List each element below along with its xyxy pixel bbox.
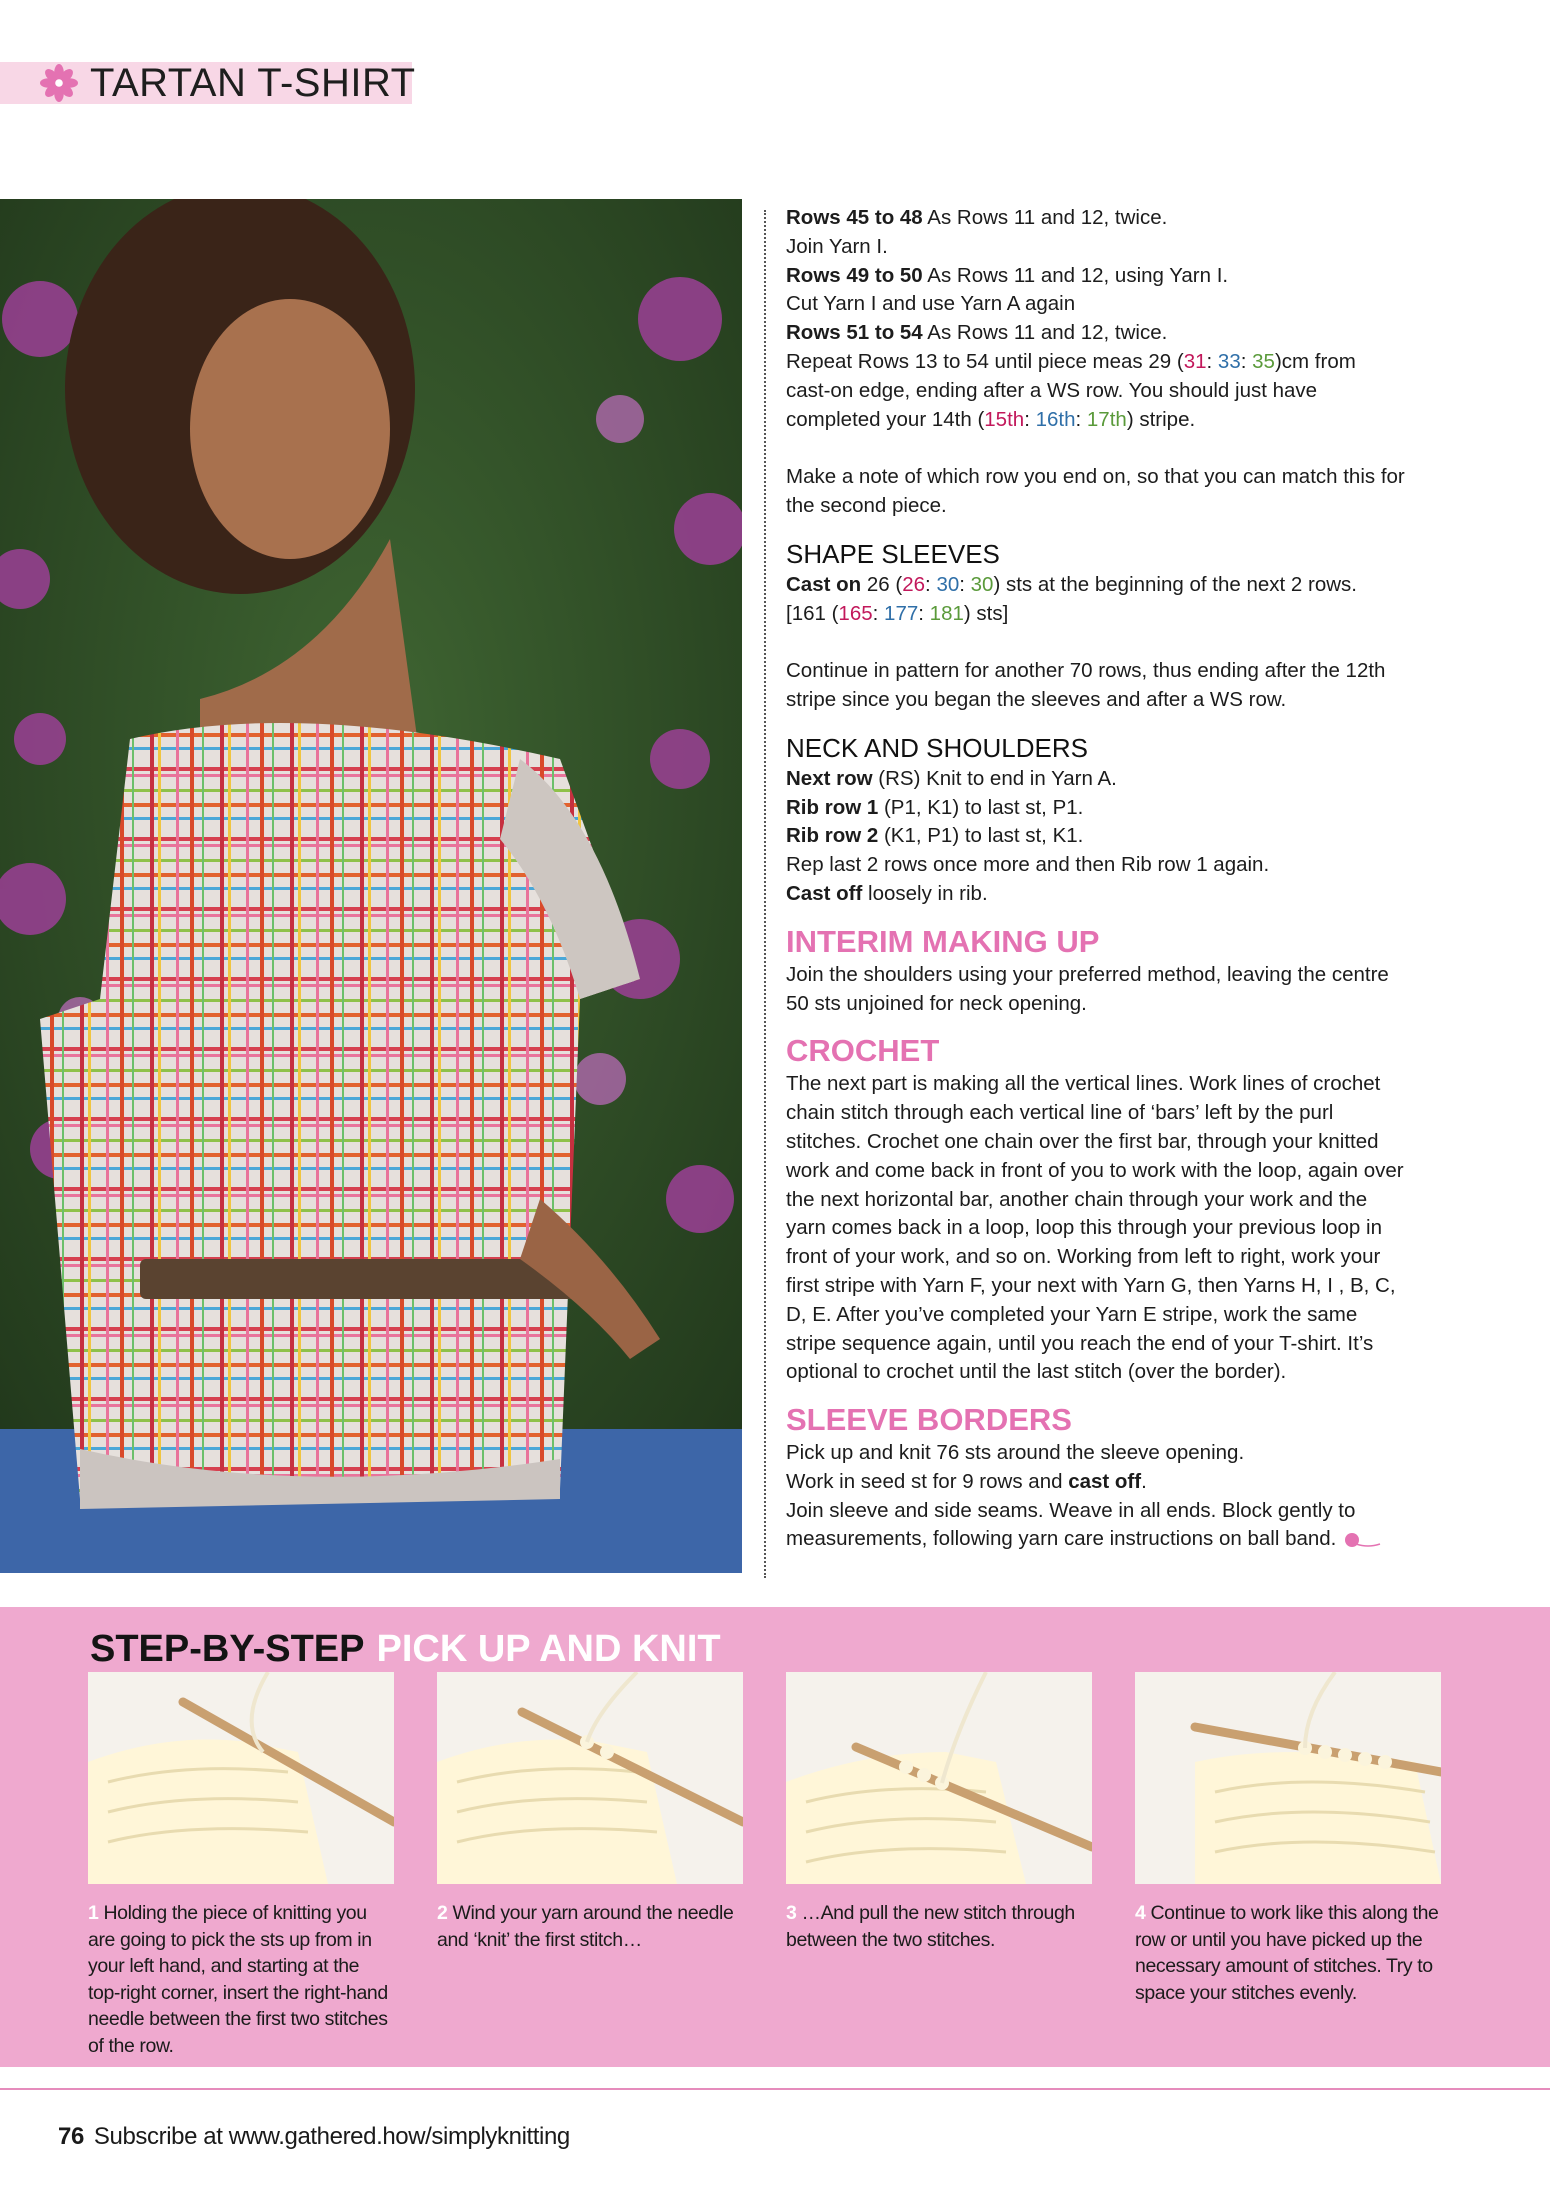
- step-title-black: STEP-BY-STEP: [90, 1628, 365, 1670]
- step-1-photo: [88, 1672, 394, 1884]
- instruction-line: yarn comes back in a loop, loop this through your previous loop in: [786, 1216, 1382, 1240]
- instruction-line: [786, 880, 1486, 909]
- row-text: measurements, following yarn care instructions on ball band.: [786, 1527, 1337, 1551]
- instruction-line: [786, 204, 1486, 233]
- yarn-ball-end-icon: [1342, 1532, 1382, 1548]
- step-description: Continue to work like this along the row or until you have picked up the necessary amount of stitches. Try to space your stitches evenly.: [1135, 1902, 1439, 2004]
- instruction-line: [786, 262, 1486, 291]
- instruction-line: chain stitch through each vertical line of ‘bars’ left by the purl: [786, 1101, 1334, 1125]
- step-1: [88, 1672, 394, 2059]
- row-text: As Rows 11 and 12, using Yarn I.: [922, 263, 1229, 287]
- row-label: cast off: [1068, 1469, 1142, 1493]
- step-description: Wind your yarn around the needle and ‘knit’ the first stitch…: [437, 1902, 734, 1951]
- row-text: ) stripe.: [1126, 407, 1196, 431]
- step-number: 2: [437, 1902, 448, 1924]
- pattern-instructions: [786, 204, 1486, 1554]
- instruction-line: optional to crochet until the last stitch (over the border).: [786, 1360, 1287, 1384]
- instruction-line: [786, 377, 1486, 406]
- row-label: Rows 51 to 54: [786, 321, 923, 345]
- row-text: (P1, K1) to last st, P1.: [878, 795, 1084, 819]
- row-text: 26 (: [861, 572, 903, 596]
- step-description: Holding the piece of knitting you are going to pick the sts up from in your left hand, and starting at the top-right corner, insert the right-hand needle between the first two stitches of the row.: [88, 1902, 388, 2057]
- row-label: Rows 49 to 50: [786, 263, 923, 287]
- instruction-line: Cast on 26 (26: 30: 30) sts at the beginning of the next 2 rows.: [786, 572, 1357, 596]
- row-label: Rows 45 to 48: [786, 206, 923, 229]
- instruction-line: [786, 1525, 1486, 1554]
- step-title-white: PICK UP AND KNIT: [376, 1628, 721, 1670]
- instruction-line: [786, 794, 1486, 823]
- step-by-step-title: [90, 1627, 721, 1671]
- subscribe-link[interactable]: Subscribe at www.gathered.how/simplyknitting: [93, 2123, 570, 2150]
- step-2-photo: [437, 1672, 743, 1884]
- step-number: 3: [786, 1902, 797, 1924]
- section-heading-shape-sleeves: SHAPE SLEEVES: [786, 538, 1000, 569]
- instruction-line: [161 (165: 177: 181) sts]: [786, 601, 1009, 625]
- step-3-photo: [786, 1672, 1092, 1884]
- model-photo-illustration: [0, 199, 742, 1573]
- step-3: [786, 1672, 1092, 1953]
- instruction-line: The next part is making all the vertical lines. Work lines of crochet: [786, 1072, 1381, 1096]
- instruction-line: Make a note of which row you end on, so that you can match this for: [786, 465, 1405, 489]
- row-text: As Rows 11 and 12, twice.: [922, 321, 1168, 345]
- instruction-line: completed your 14th (15th: 16th: 17th) stripe.: [786, 407, 1196, 431]
- row-label: Cast on: [786, 572, 862, 596]
- row-text: completed your 14th (: [786, 407, 985, 431]
- instruction-line: the next horizontal bar, another chain through your work and the: [786, 1187, 1368, 1211]
- section-heading-interim-making-up: INTERIM MAKING UP: [786, 923, 1100, 959]
- step-2: [437, 1672, 743, 1953]
- step-4-photo: [1135, 1672, 1441, 1884]
- row-text: Join Yarn I.: [786, 234, 888, 258]
- instruction-line: stripe sequence again, until you reach the end of your T-shirt. It’s: [786, 1331, 1374, 1355]
- instruction-line: Rep last 2 rows once more and then Rib row 1 again.: [786, 853, 1270, 877]
- instruction-line: [786, 822, 1486, 851]
- instruction-line: D, E. After you’ve completed your Yarn E stripe, work the same: [786, 1302, 1358, 1326]
- instruction-line: stripe since you began the sleeves and after a WS row.: [786, 687, 1287, 711]
- section-heading-crochet: CROCHET: [786, 1033, 940, 1069]
- instruction-line: stitches. Crochet one chain over the first bar, through your knitted: [786, 1129, 1379, 1153]
- row-text: Cut Yarn I and use Yarn A again: [786, 292, 1076, 316]
- row-text: )cm from: [1274, 349, 1356, 373]
- instruction-line: first stripe with Yarn F, your next with Yarn G, then Yarns H, I , B, C,: [786, 1273, 1396, 1297]
- size-value: 33: [1217, 349, 1241, 373]
- instruction-line: Join sleeve and side seams. Weave in all ends. Block gently to: [786, 1498, 1356, 1522]
- instruction-line: Join the shoulders using your preferred method, leaving the centre: [786, 962, 1389, 986]
- row-text: (K1, P1) to last st, K1.: [878, 824, 1084, 848]
- row-text: (RS) Knit to end in Yarn A.: [872, 766, 1117, 790]
- size-value: 16th: [1035, 407, 1076, 431]
- row-text: [161 (: [786, 601, 839, 625]
- instruction-line: [786, 1468, 1486, 1497]
- size-value: 165: [838, 601, 873, 625]
- step-number: 4: [1135, 1902, 1146, 1924]
- size-value: 17th: [1086, 407, 1127, 431]
- instruction-line: 50 sts unjoined for neck opening.: [786, 991, 1087, 1015]
- size-value: 30: [936, 572, 960, 596]
- step-by-step-panel: [0, 1607, 1550, 2067]
- row-text: ) sts at the beginning of the next 2 rows.: [993, 572, 1357, 596]
- step-number: 1: [88, 1902, 99, 1924]
- instruction-line: [786, 765, 1486, 794]
- row-label: Rib row 1: [786, 795, 879, 819]
- row-text: loosely in rib.: [862, 881, 988, 905]
- size-value: 177: [884, 601, 919, 625]
- row-text: Repeat Rows 13 to 54 until piece meas 29 (: [786, 349, 1184, 373]
- size-value: 26: [902, 572, 926, 596]
- page-number: 76: [58, 2123, 84, 2150]
- footer-rule: [0, 2088, 1550, 2090]
- step-2-text: [437, 1900, 743, 1953]
- page-footer: [58, 2122, 570, 2152]
- instruction-line: [786, 233, 1486, 262]
- instruction-line: [786, 319, 1486, 348]
- size-value: 15th: [984, 407, 1025, 431]
- row-label: Cast off: [786, 881, 863, 905]
- section-heading-neck-and-shoulders: NECK AND SHOULDERS: [786, 732, 1088, 763]
- instruction-line: Repeat Rows 13 to 54 until piece meas 29 (31: 33: 35)cm from: [786, 349, 1356, 373]
- row-text: ) sts]: [963, 601, 1009, 625]
- size-value: 30: [970, 572, 994, 596]
- step-1-text: [88, 1900, 394, 2059]
- row-text: cast-on edge, ending after a WS row. You should just have: [786, 378, 1318, 402]
- step-description: …And pull the new stitch through between the two stitches.: [786, 1902, 1075, 1951]
- row-label: Rib row 2: [786, 824, 879, 848]
- instruction-line: Continue in pattern for another 70 rows, thus ending after the 12th: [786, 659, 1386, 683]
- row-label: Next row: [786, 766, 873, 790]
- instruction-line: work and come back in front of you to work with the loop, again over: [786, 1158, 1404, 1182]
- step-4: [1135, 1672, 1441, 2006]
- instruction-line: Pick up and knit 76 sts around the sleeve opening.: [786, 1441, 1245, 1465]
- row-text: .: [1141, 1469, 1147, 1493]
- row-text: Work in seed st for 9 rows and: [786, 1469, 1069, 1493]
- flower-icon: [40, 64, 78, 102]
- size-value: 181: [929, 601, 964, 625]
- step-3-text: [786, 1900, 1092, 1953]
- instruction-line: [786, 290, 1486, 319]
- page-title: TARTAN T-SHIRT: [90, 61, 416, 105]
- model-photo: [0, 199, 742, 1573]
- instruction-line: the second piece.: [786, 493, 947, 517]
- size-value: 31: [1183, 349, 1207, 373]
- section-heading-sleeve-borders: SLEEVE BORDERS: [786, 1402, 1072, 1438]
- instruction-line: front of your work, and so on. Working from left to right, work your: [786, 1245, 1381, 1269]
- column-divider: [764, 210, 766, 1578]
- size-value: 35: [1252, 349, 1275, 373]
- step-4-text: [1135, 1900, 1441, 2006]
- row-text: As Rows 11 and 12, twice.: [922, 206, 1168, 229]
